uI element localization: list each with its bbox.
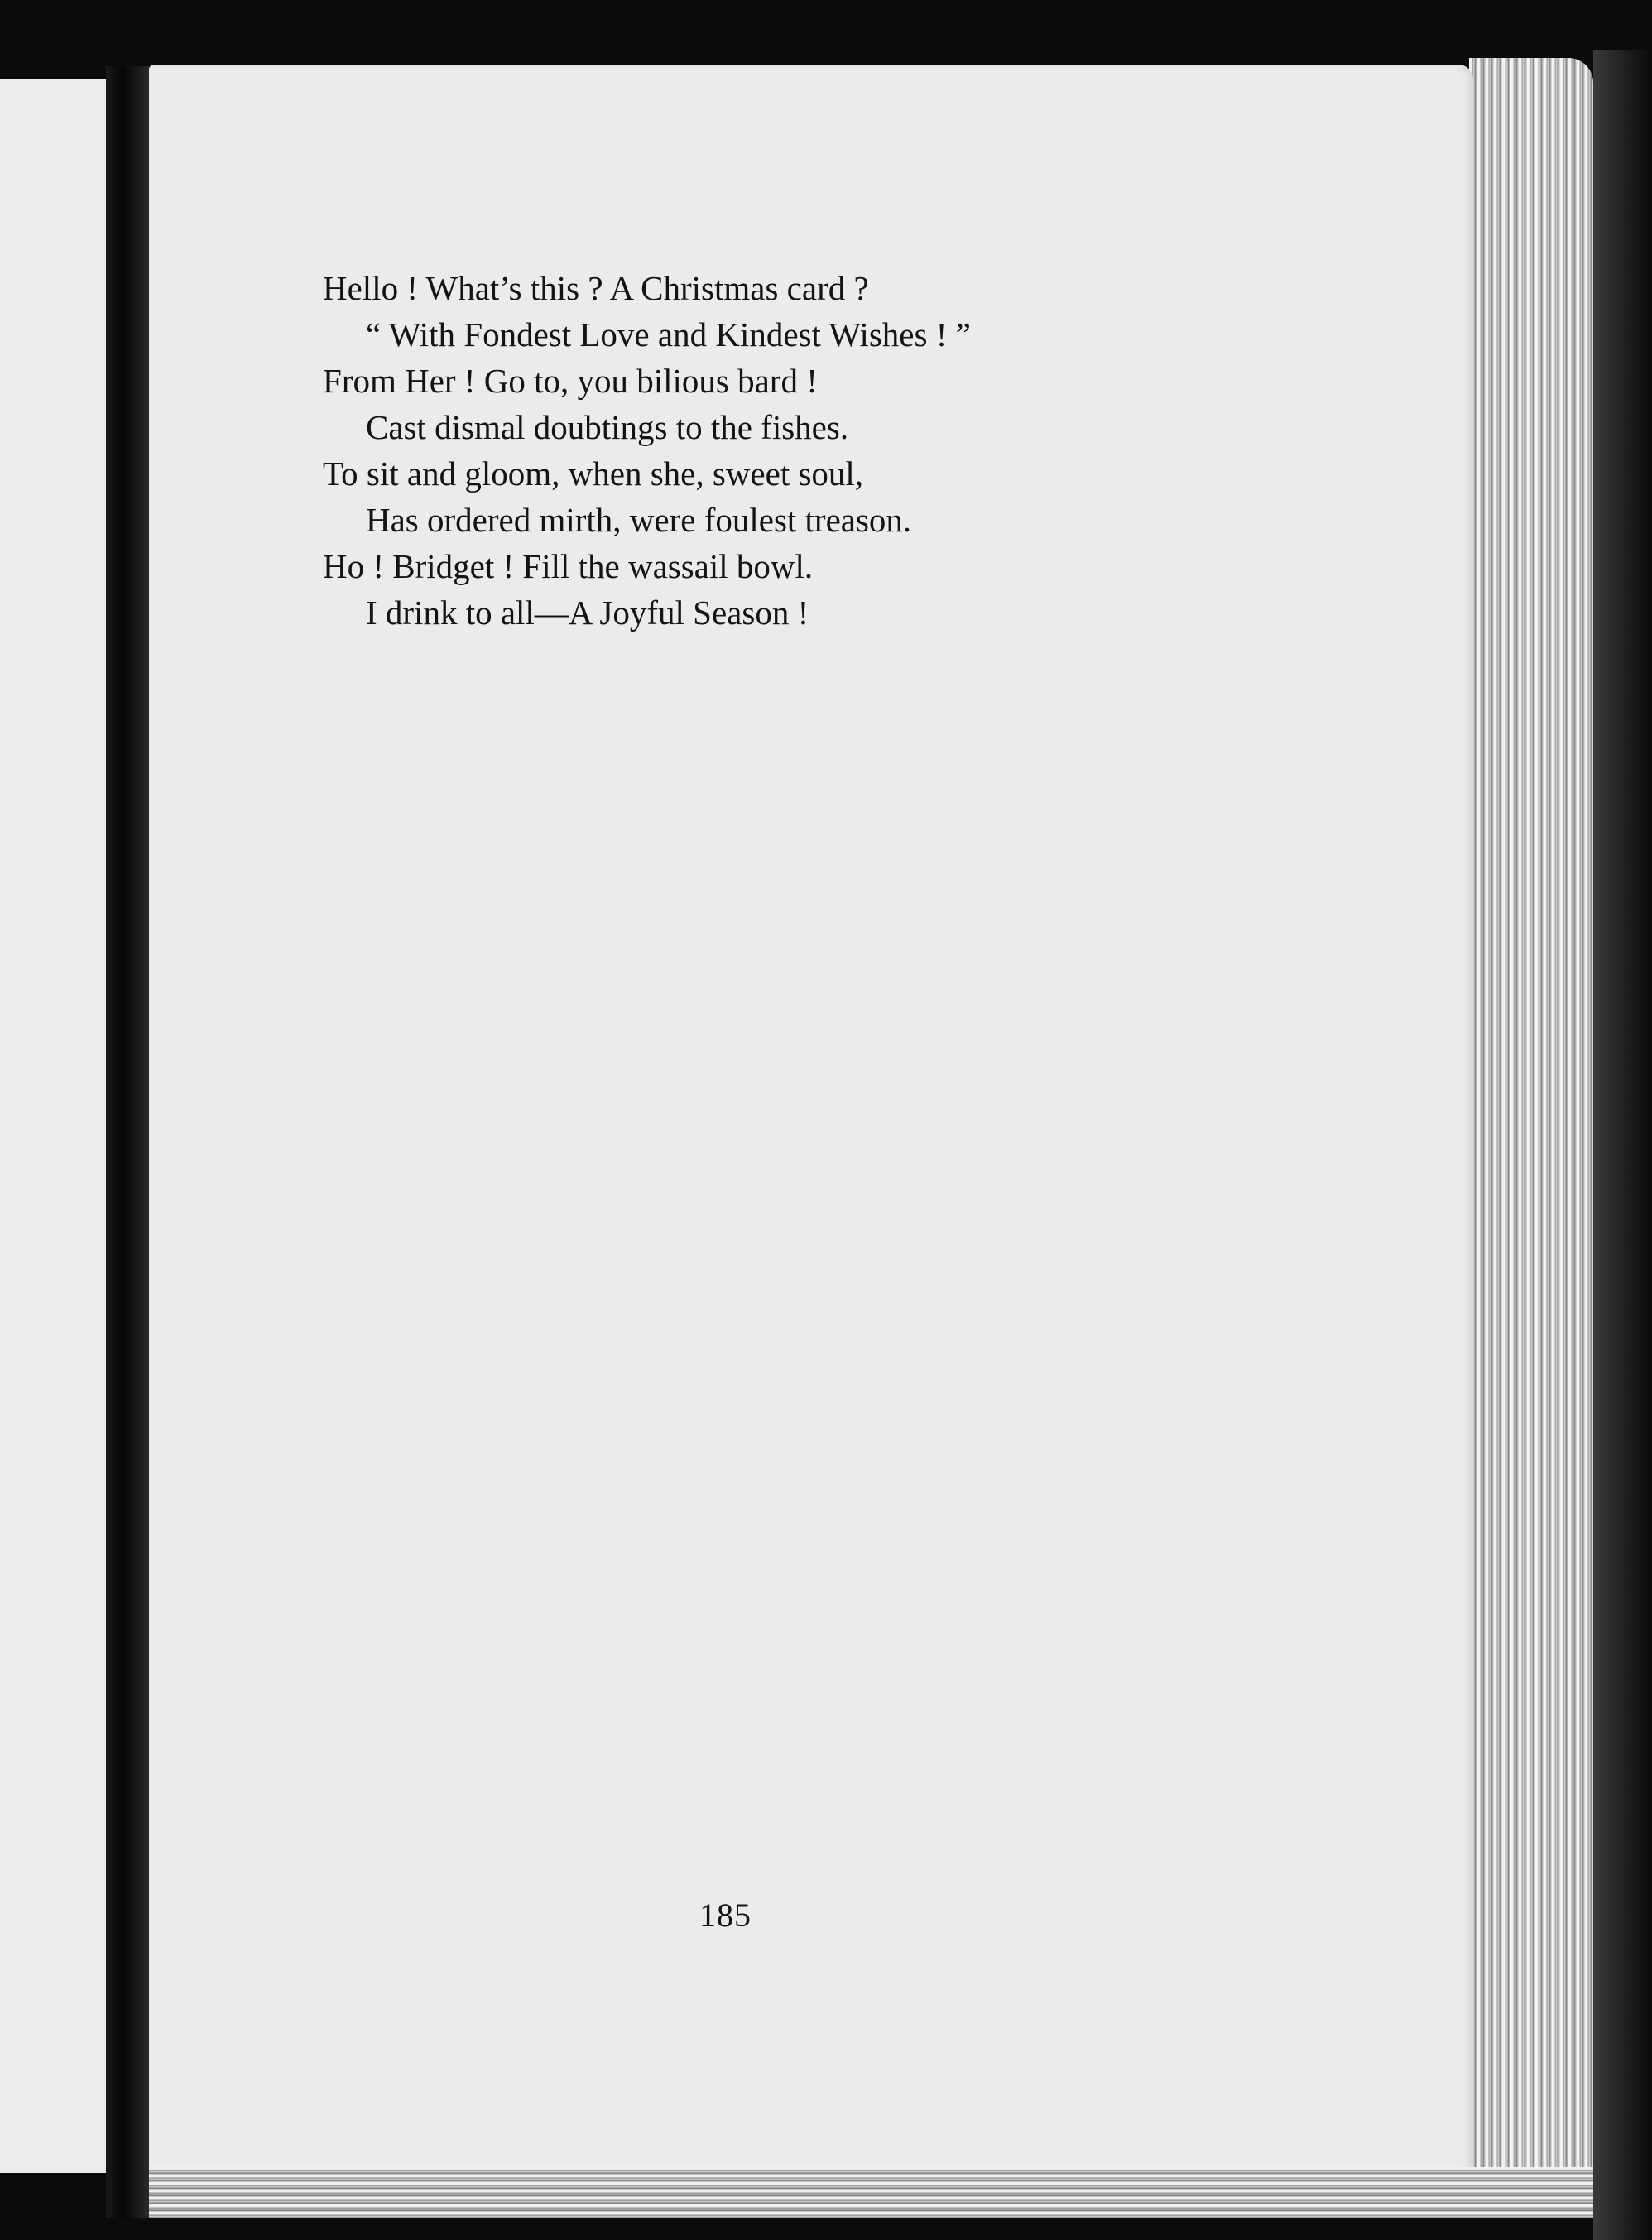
- poem-line: Has ordered mirth, were foulest treason.: [366, 501, 912, 539]
- page-edges-right: [1469, 58, 1593, 2210]
- book-gutter: [106, 66, 149, 2218]
- page-edges-bottom: [149, 2167, 1593, 2218]
- poem-line: Ho ! Bridget ! Fill the wassail bowl.: [323, 547, 814, 585]
- poem-stanza: [323, 265, 1150, 636]
- poem-line: Hello ! What’s this ? A Christmas card ?: [323, 269, 869, 307]
- cover-shadow: [1593, 50, 1652, 2240]
- poem-line: I drink to all—A Joyful Season !: [366, 594, 809, 632]
- poem-line: Cast dismal doubtings to the fishes.: [366, 408, 849, 446]
- poem-line: From Her ! Go to, you bilious bard !: [323, 362, 818, 400]
- poem-line: “ With Fondest Love and Kindest Wishes ! ”: [366, 315, 971, 353]
- poem-line: To sit and gloom, when she, sweet soul,: [323, 454, 864, 493]
- page-number: 185: [699, 1896, 752, 1934]
- facing-page: [0, 79, 106, 2173]
